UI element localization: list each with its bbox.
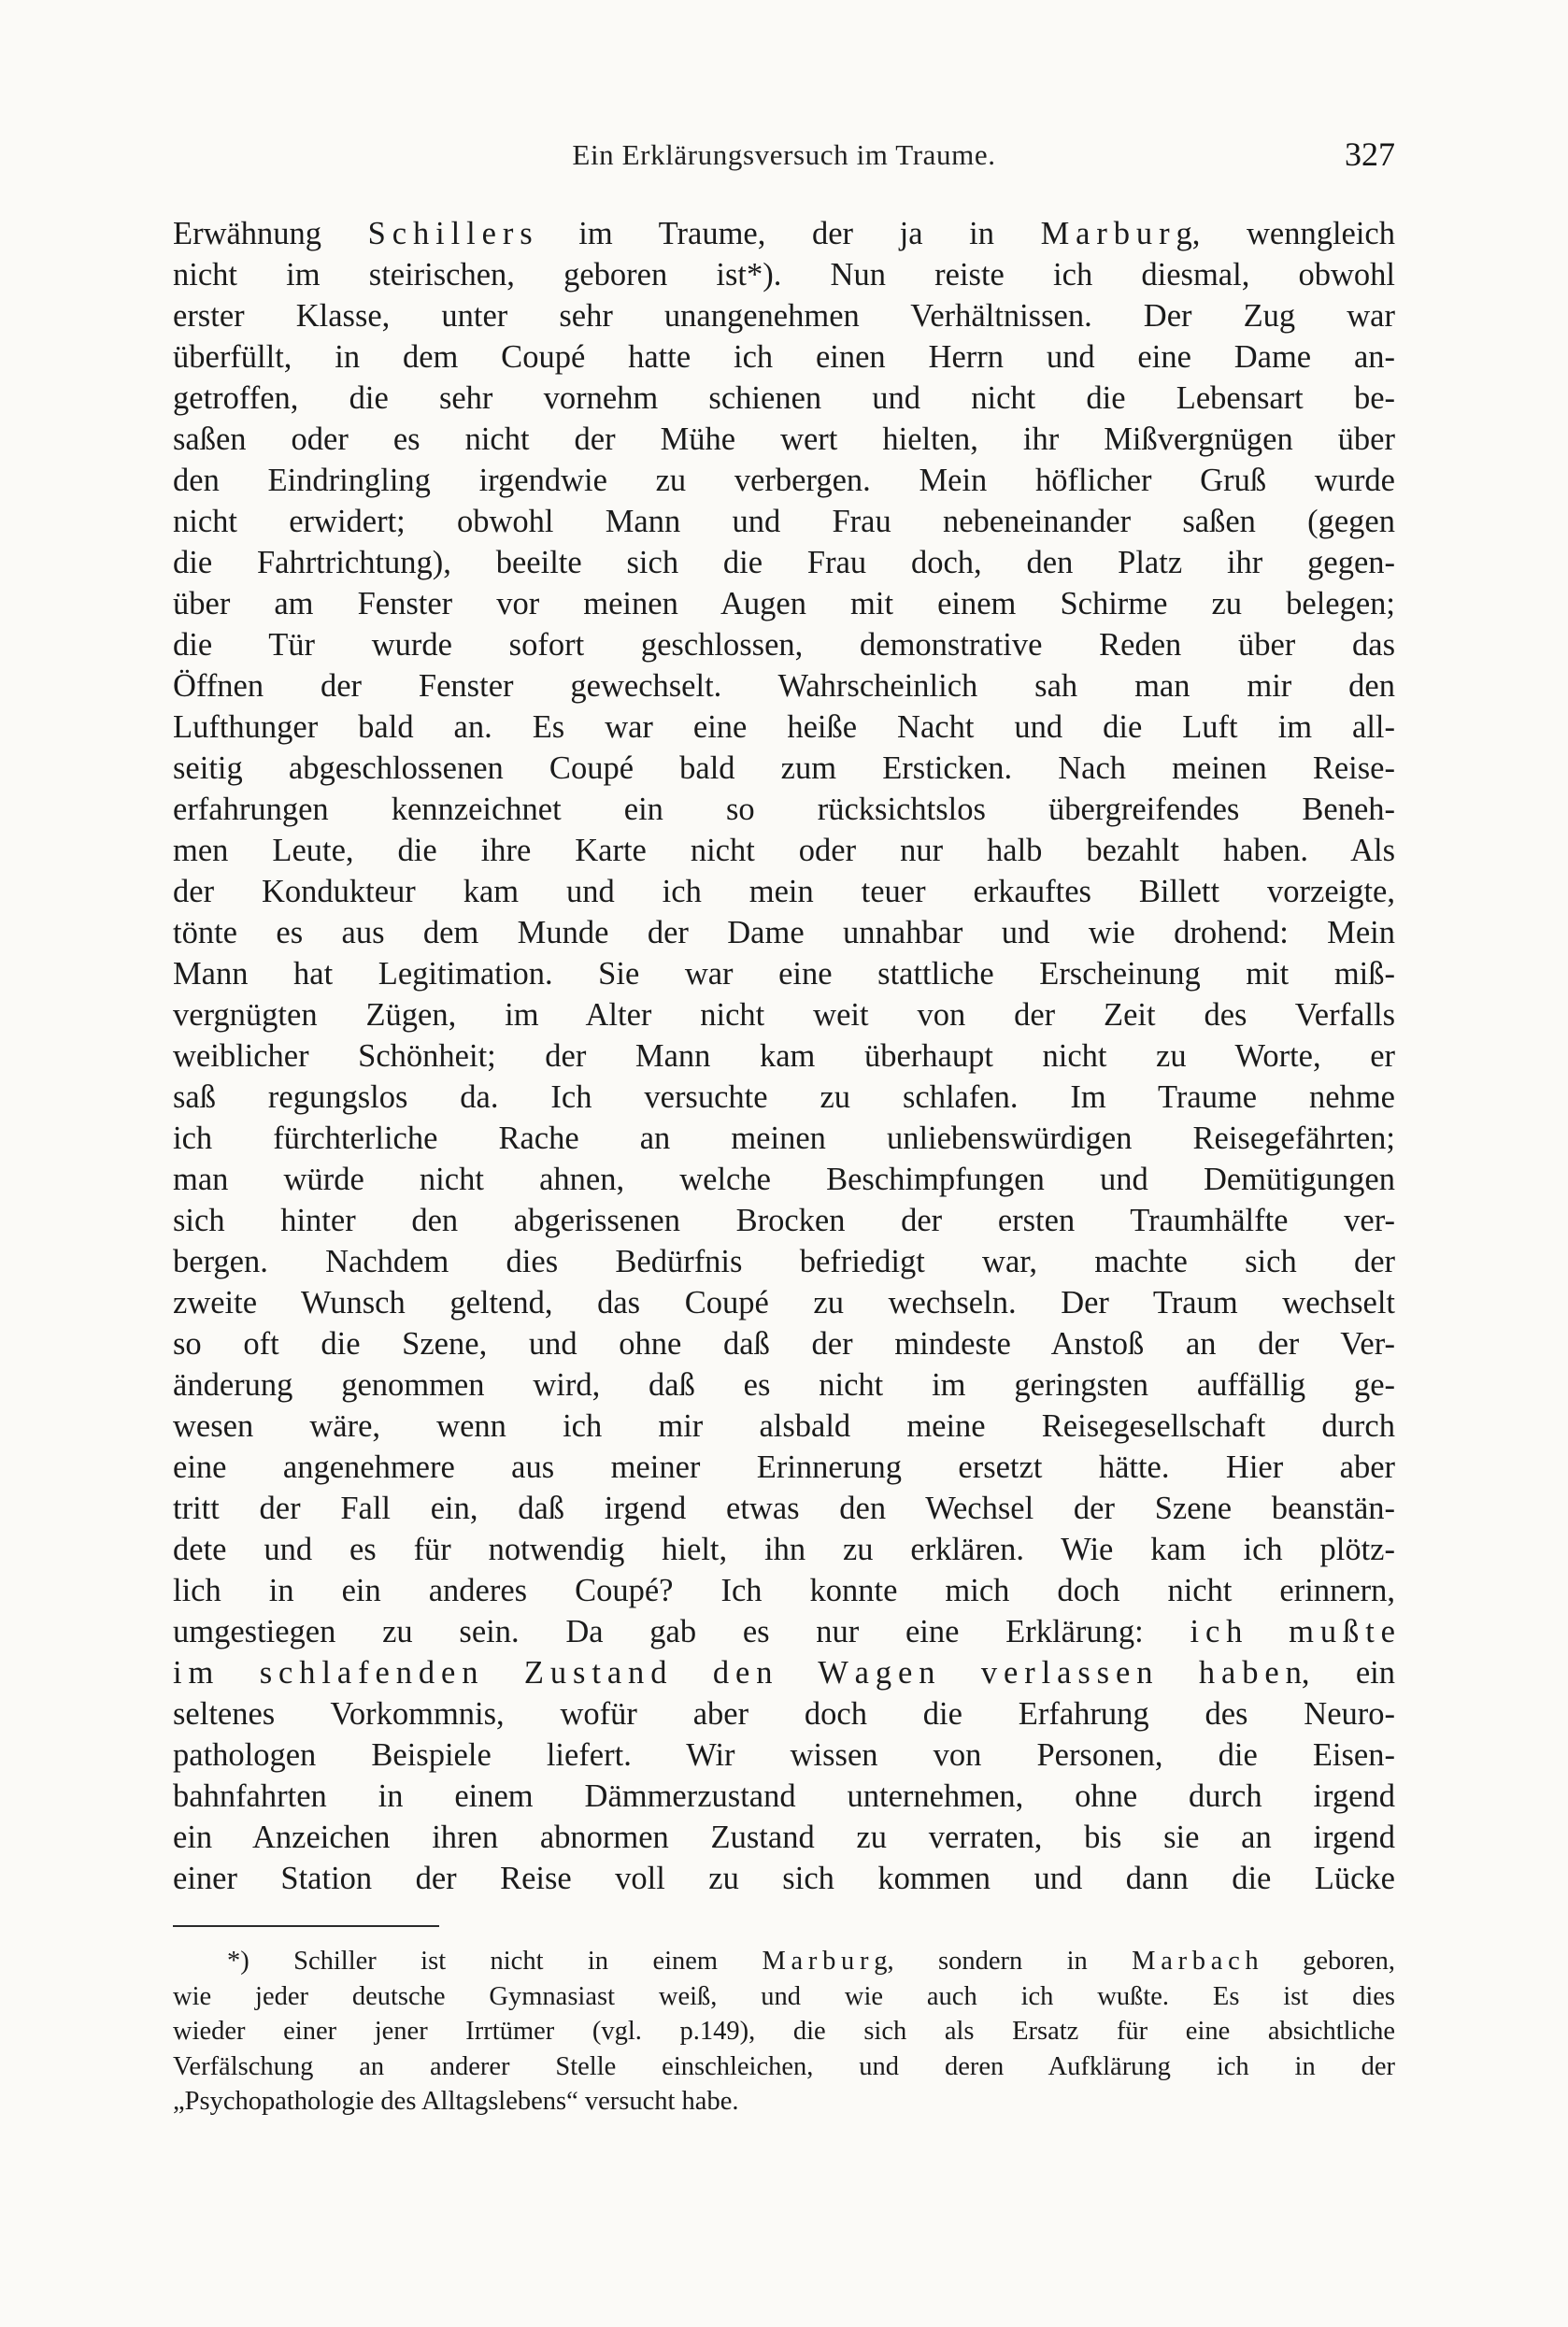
text-line: nicht im steirischen, geboren ist*). Nun reiste ich diesmal, obwohl — [173, 257, 1395, 293]
text-line: Mann hat Legitimation. Sie war eine stattliche Erscheinung mit miß- — [173, 956, 1395, 992]
text-line: i m s c h l a f e n d e n Z u s t a n d d e n W a g e n v e r l a s s e n h a b e n, ein — [173, 1655, 1395, 1691]
text-line: getroffen, die sehr vornehm schienen und nicht die Lebensart be- — [173, 380, 1395, 416]
text-line: zweite Wunsch geltend, das Coupé zu wechseln. Der Traum wechselt — [173, 1285, 1395, 1321]
text-line: erfahrungen kennzeichnet ein so rücksichtslos übergreifendes Beneh- — [173, 792, 1395, 827]
text-line: einer Station der Reise voll zu sich kommen und dann die Lücke — [173, 1861, 1395, 1896]
text-line: vergnügten Zügen, im Alter nicht weit von der Zeit des Verfalls — [173, 997, 1395, 1033]
footnote-line: wie jeder deutsche Gymnasiast weiß, und wie auch ich wußte. Es ist dies — [173, 1981, 1395, 2011]
page-number: 327 — [1345, 136, 1395, 173]
text-line: über am Fenster vor meinen Augen mit einem Schirme zu belegen; — [173, 586, 1395, 621]
text-line: saß regungslos da. Ich versuchte zu schlafen. Im Traume nehme — [173, 1079, 1395, 1115]
text-line: seltenes Vorkommnis, wofür aber doch die Erfahrung des Neuro- — [173, 1696, 1395, 1732]
text-line: so oft die Szene, und ohne daß der mindeste Anstoß an der Ver- — [173, 1326, 1395, 1362]
text-line: nicht erwidert; obwohl Mann und Frau nebeneinander saßen (gegen — [173, 504, 1395, 539]
text-line: Erwähnung S c h i l l e r s im Traume, der ja in M a r b u r g, wenngleich — [173, 216, 1395, 251]
text-line: Öffnen der Fenster gewechselt. Wahrscheinlich sah man mir den — [173, 668, 1395, 704]
text-line: änderung genommen wird, daß es nicht im geringsten auffällig ge- — [173, 1367, 1395, 1403]
footnote — [173, 1944, 1395, 2120]
running-title: Ein Erklärungsversuch im Traume. — [572, 138, 996, 171]
text-line: umgestiegen zu sein. Da gab es nur eine Erklärung: i c h m u ß t e — [173, 1614, 1395, 1649]
footnote-rule — [173, 1925, 439, 1927]
text-line: bahnfahrten in einem Dämmerzustand unternehmen, ohne durch irgend — [173, 1778, 1395, 1814]
text-line: weiblicher Schönheit; der Mann kam überhaupt nicht zu Worte, er — [173, 1038, 1395, 1074]
text-line: ich fürchterliche Rache an meinen unliebenswürdigen Reisegefährten; — [173, 1121, 1395, 1156]
text-line: ein Anzeichen ihren abnormen Zustand zu verraten, bis sie an irgend — [173, 1820, 1395, 1855]
footnote-line: „Psychopathologie des Alltagslebens“ versucht habe. — [173, 2087, 739, 2116]
text-line: die Fahrtrichtung), beeilte sich die Frau doch, den Platz ihr gegen- — [173, 545, 1395, 580]
text-line: wesen wäre, wenn ich mir alsbald meine Reisegesellschaft durch — [173, 1408, 1395, 1444]
text-line: seitig abgeschlossenen Coupé bald zum Ersticken. Nach meinen Reise- — [173, 750, 1395, 786]
footnote-line: wieder einer jener Irrtümer (vgl. p.149), die sich als Ersatz für eine absichtliche — [173, 2017, 1395, 2046]
text-line: sich hinter den abgerissenen Brocken der ersten Traumhälfte ver- — [173, 1203, 1395, 1238]
text-line: man würde nicht ahnen, welche Beschimpfungen und Demütigungen — [173, 1162, 1395, 1197]
text-line: den Eindringling irgendwie zu verbergen. Mein höflicher Gruß wurde — [173, 463, 1395, 498]
page-header — [173, 138, 1395, 181]
text-line: erster Klasse, unter sehr unangenehmen Verhältnissen. Der Zug war — [173, 298, 1395, 334]
text-line: eine angenehmere aus meiner Erinnerung ersetzt hätte. Hier aber — [173, 1449, 1395, 1485]
text-line: die Tür wurde sofort geschlossen, demonstrative Reden über das — [173, 627, 1395, 663]
text-line: pathologen Beispiele liefert. Wir wissen von Personen, die Eisen- — [173, 1737, 1395, 1773]
text-line: Lufthunger bald an. Es war eine heiße Nacht und die Luft im all- — [173, 709, 1395, 745]
text-line: tritt der Fall ein, daß irgend etwas den Wechsel der Szene beanstän- — [173, 1491, 1395, 1526]
text-line: dete und es für notwendig hielt, ihn zu erklären. Wie kam ich plötz- — [173, 1532, 1395, 1567]
text-line: tönte es aus dem Munde der Dame unnahbar und wie drohend: Mein — [173, 915, 1395, 950]
text-line: bergen. Nachdem dies Bedürfnis befriedigt war, machte sich der — [173, 1244, 1395, 1279]
text-line: der Kondukteur kam und ich mein teuer erkauftes Billett vorzeigte, — [173, 874, 1395, 909]
text-line: lich in ein anderes Coupé? Ich konnte mich doch nicht erinnern, — [173, 1573, 1395, 1608]
text-line: überfüllt, in dem Coupé hatte ich einen Herrn und eine Dame an- — [173, 339, 1395, 375]
text-line: saßen oder es nicht der Mühe wert hielten, ihr Mißvergnügen über — [173, 421, 1395, 457]
text-line: men Leute, die ihre Karte nicht oder nur halb bezahlt haben. Als — [173, 833, 1395, 868]
footnote-line: Verfälschung an anderer Stelle einschleichen, und deren Aufklärung ich in der — [173, 2051, 1395, 2081]
body-text — [173, 213, 1395, 1899]
footnote-line: *) Schiller ist nicht in einem M a r b u r g, sondern in M a r b a c h geboren, — [227, 1947, 1395, 1976]
